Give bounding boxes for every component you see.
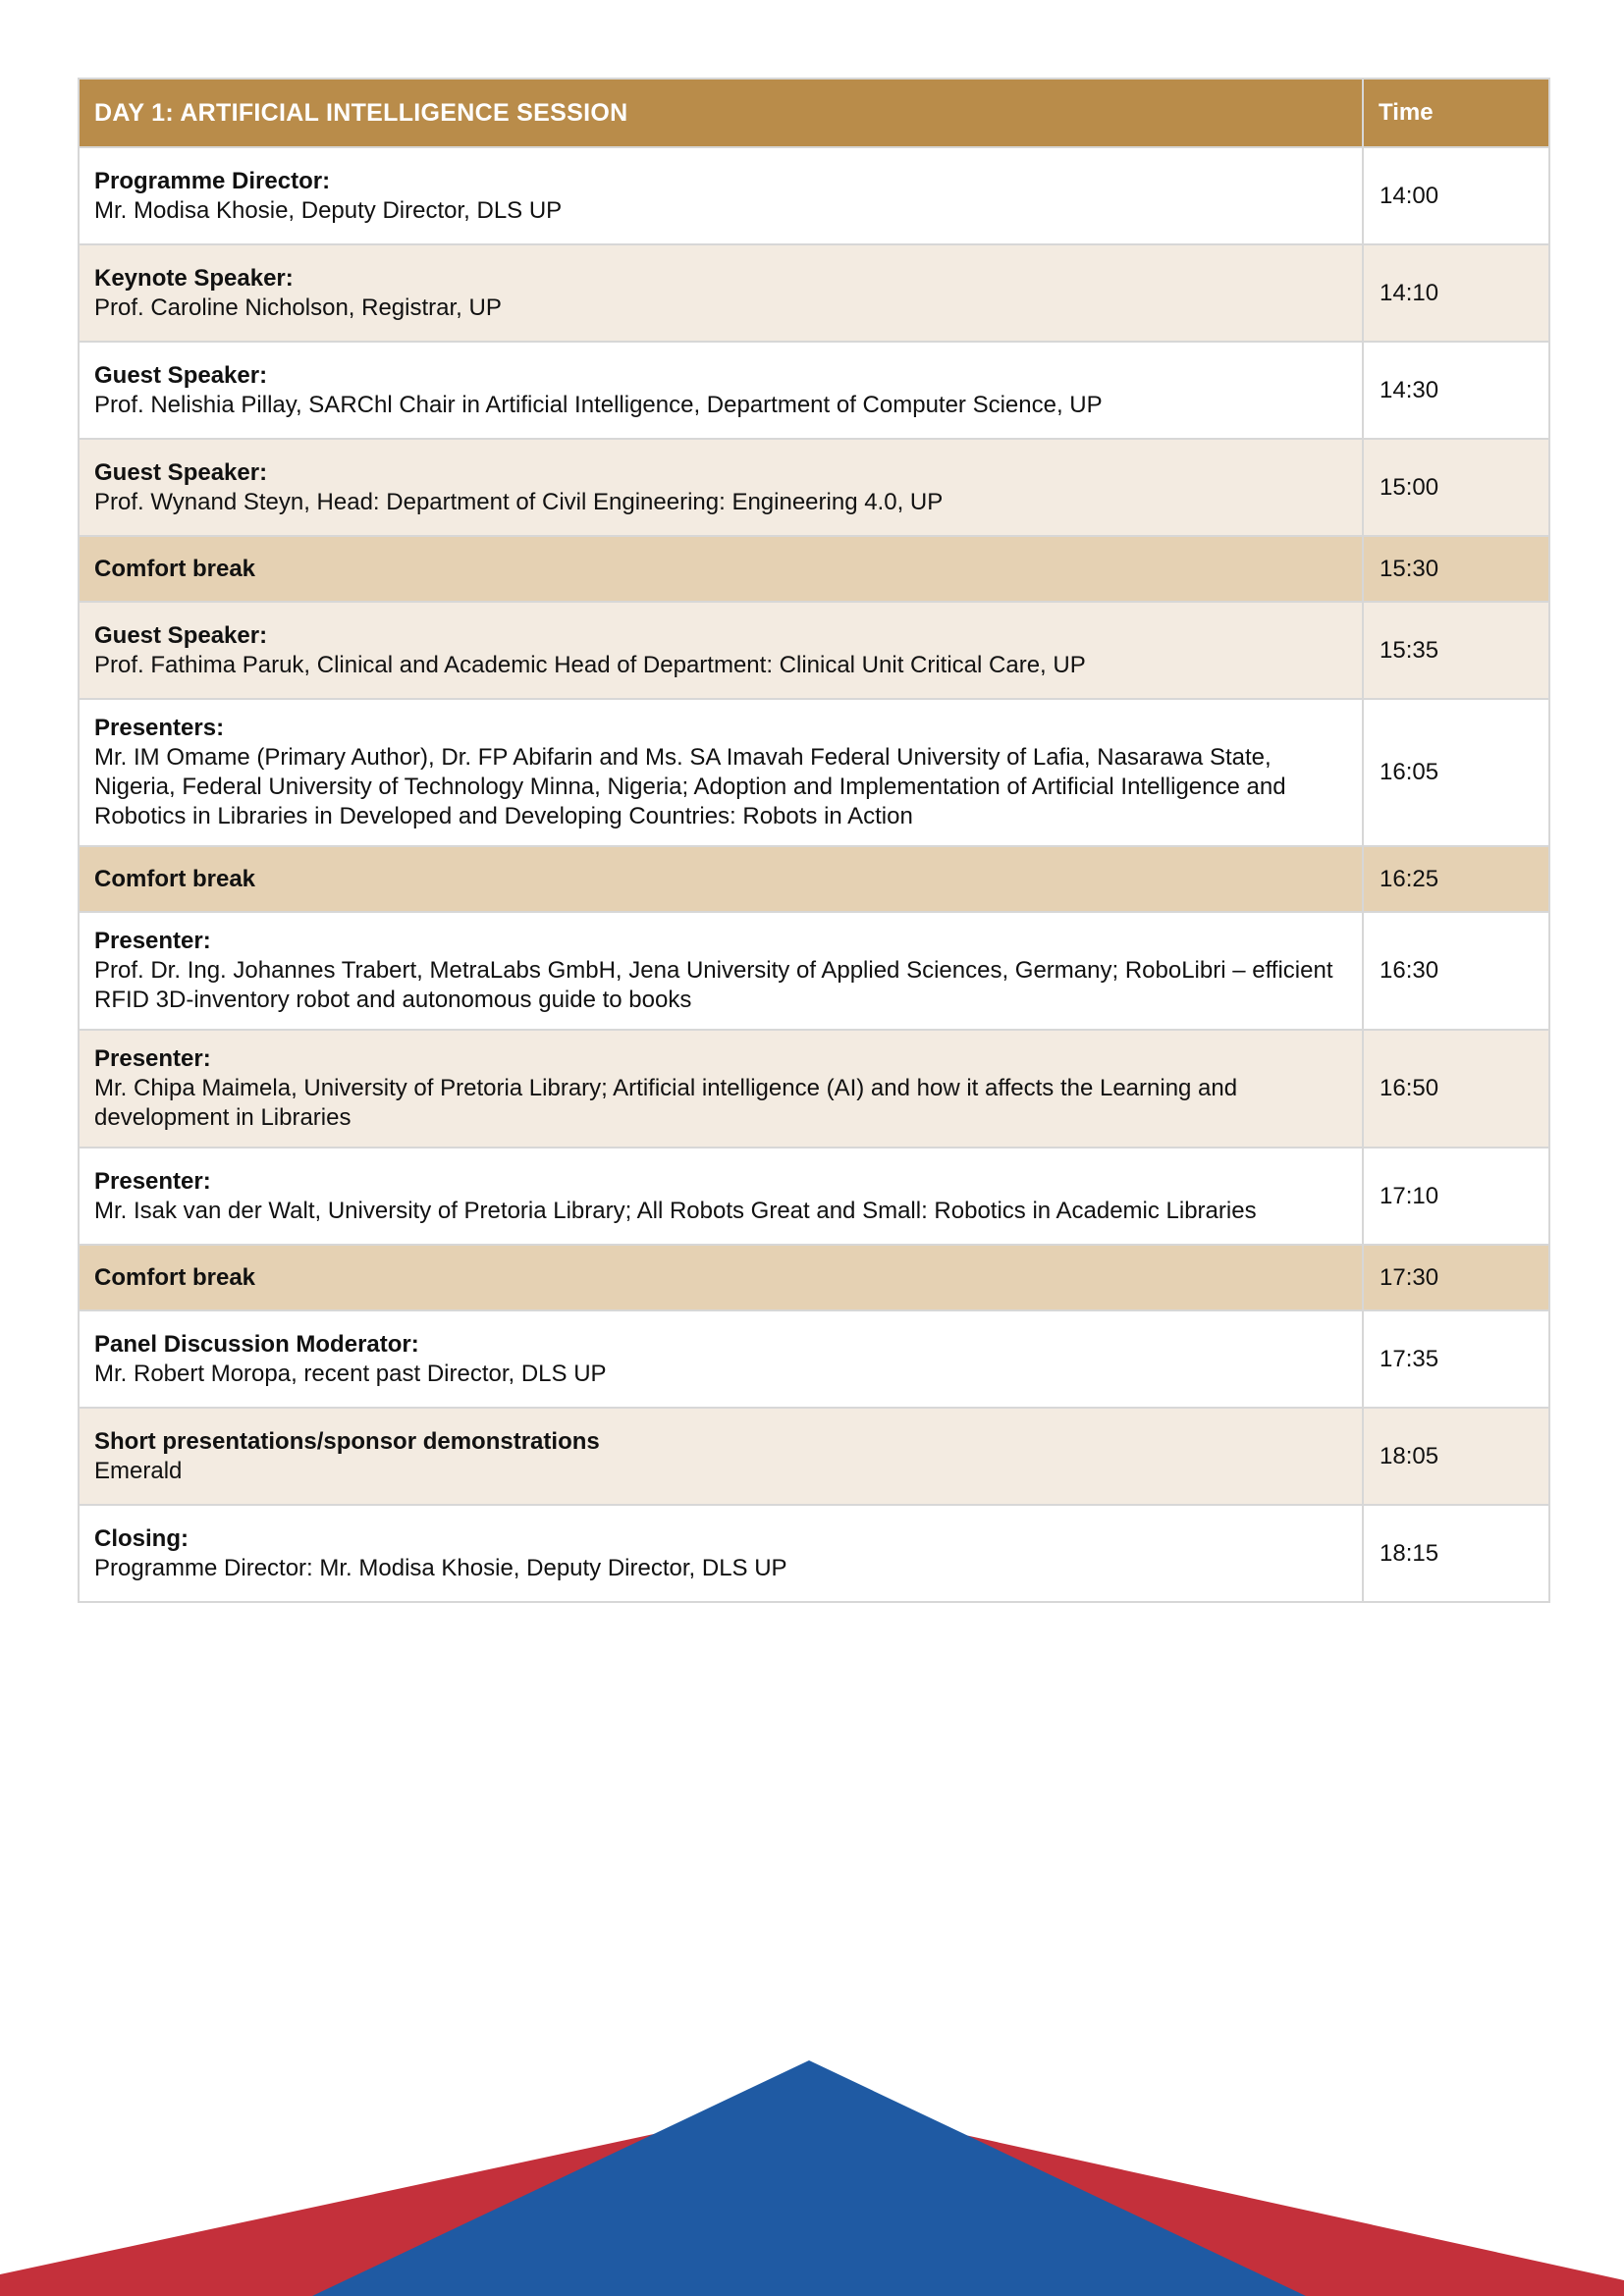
speaker-details: Emerald bbox=[94, 1457, 183, 1484]
time-column-header: Time bbox=[1363, 79, 1549, 147]
session-description-cell bbox=[79, 602, 1363, 699]
session-description-cell bbox=[79, 342, 1363, 439]
schedule-row bbox=[79, 439, 1549, 536]
schedule-row bbox=[79, 1310, 1549, 1408]
role-label: Presenter: bbox=[94, 1045, 211, 1072]
schedule-row bbox=[79, 1408, 1549, 1505]
time-cell: 16:05 bbox=[1363, 699, 1549, 846]
schedule-row bbox=[79, 342, 1549, 439]
schedule-row bbox=[79, 602, 1549, 699]
schedule-row bbox=[79, 147, 1549, 244]
break-label: Comfort break bbox=[94, 1263, 256, 1291]
time-cell: 15:35 bbox=[1363, 602, 1549, 699]
speaker-details: Prof. Nelishia Pillay, SARChl Chair in Artificial Intelligence, Department of Computer Science, UP bbox=[94, 391, 1103, 418]
schedule-row bbox=[79, 912, 1549, 1030]
time-cell: 18:15 bbox=[1363, 1505, 1549, 1602]
speaker-details: Mr. IM Omame (Primary Author), Dr. FP Abifarin and Ms. SA Imavah Federal University of Lafia, Nasarawa State, Nigeria, Federal University of Technology Minna, Nigeria; Adoption and Implementation of Artificial Intelligence and Robotics in Libraries in Developed and Developing Countries: Robots in Action bbox=[94, 744, 1286, 829]
time-cell: 16:30 bbox=[1363, 912, 1549, 1030]
role-label: Presenter: bbox=[94, 928, 211, 954]
time-cell: 17:35 bbox=[1363, 1310, 1549, 1408]
role-label: Panel Discussion Moderator: bbox=[94, 1330, 419, 1358]
speaker-details: Prof. Fathima Paruk, Clinical and Academic Head of Department: Clinical Unit Critical Care, UP bbox=[94, 651, 1086, 678]
session-description-cell bbox=[79, 1408, 1363, 1505]
comfort-break-row bbox=[79, 536, 1549, 602]
session-description-cell bbox=[79, 1505, 1363, 1602]
session-description-cell bbox=[79, 1310, 1363, 1408]
speaker-details: Prof. Dr. Ing. Johannes Trabert, MetraLabs GmbH, Jena University of Applied Sciences, Germany; RoboLibri – efficient RFID 3D-inventory robot and autonomous guide to books bbox=[94, 957, 1333, 1013]
speaker-details: Mr. Isak van der Walt, University of Pretoria Library; All Robots Great and Small: Robotics in Academic Libraries bbox=[94, 1197, 1257, 1224]
role-label: Presenter: bbox=[94, 1167, 211, 1195]
session-description-cell bbox=[79, 1030, 1363, 1148]
role-label: Keynote Speaker: bbox=[94, 264, 294, 292]
table-header-row bbox=[79, 79, 1549, 147]
role-label: Short presentations/sponsor demonstrations bbox=[94, 1427, 600, 1455]
time-cell: 15:30 bbox=[1363, 536, 1549, 602]
time-cell: 17:10 bbox=[1363, 1148, 1549, 1245]
time-cell: 15:00 bbox=[1363, 439, 1549, 536]
session-description-cell bbox=[79, 244, 1363, 342]
speaker-details: Prof. Caroline Nicholson, Registrar, UP bbox=[94, 294, 502, 321]
session-description-cell bbox=[79, 536, 1363, 602]
speaker-details: Programme Director: Mr. Modisa Khosie, Deputy Director, DLS UP bbox=[94, 1554, 787, 1581]
session-description-cell bbox=[79, 1148, 1363, 1245]
footer-chevron-graphic bbox=[0, 2052, 1624, 2296]
schedule-row bbox=[79, 1148, 1549, 1245]
schedule-row bbox=[79, 1505, 1549, 1602]
role-label: Guest Speaker: bbox=[94, 361, 268, 389]
schedule-body bbox=[79, 147, 1549, 1602]
break-label: Comfort break bbox=[94, 865, 256, 892]
comfort-break-row bbox=[79, 1245, 1549, 1310]
time-cell: 18:05 bbox=[1363, 1408, 1549, 1505]
role-label: Presenters: bbox=[94, 715, 225, 741]
session-description-cell bbox=[79, 147, 1363, 244]
role-label: Guest Speaker: bbox=[94, 621, 268, 649]
session-description-cell bbox=[79, 846, 1363, 912]
role-label: Closing: bbox=[94, 1524, 189, 1552]
speaker-details: Mr. Robert Moropa, recent past Director, DLS UP bbox=[94, 1360, 607, 1387]
speaker-details: Mr. Chipa Maimela, University of Pretoria Library; Artificial intelligence (AI) and how it affects the Learning and development in Libraries bbox=[94, 1075, 1238, 1131]
speaker-details: Mr. Modisa Khosie, Deputy Director, DLS UP bbox=[94, 196, 563, 224]
schedule-row bbox=[79, 244, 1549, 342]
schedule-row bbox=[79, 1030, 1549, 1148]
time-cell: 17:30 bbox=[1363, 1245, 1549, 1310]
time-cell: 16:25 bbox=[1363, 846, 1549, 912]
role-label: Guest Speaker: bbox=[94, 458, 268, 486]
session-title: DAY 1: ARTIFICIAL INTELLIGENCE SESSION bbox=[79, 79, 1363, 147]
role-label: Programme Director: bbox=[94, 167, 331, 194]
programme-table bbox=[78, 78, 1550, 1603]
time-cell: 14:00 bbox=[1363, 147, 1549, 244]
time-cell: 14:30 bbox=[1363, 342, 1549, 439]
session-description-cell bbox=[79, 1245, 1363, 1310]
break-label: Comfort break bbox=[94, 555, 256, 582]
comfort-break-row bbox=[79, 846, 1549, 912]
schedule-row bbox=[79, 699, 1549, 846]
time-cell: 14:10 bbox=[1363, 244, 1549, 342]
time-cell: 16:50 bbox=[1363, 1030, 1549, 1148]
session-description-cell bbox=[79, 699, 1363, 846]
session-description-cell bbox=[79, 912, 1363, 1030]
session-description-cell bbox=[79, 439, 1363, 536]
speaker-details: Prof. Wynand Steyn, Head: Department of Civil Engineering: Engineering 4.0, UP bbox=[94, 488, 944, 515]
